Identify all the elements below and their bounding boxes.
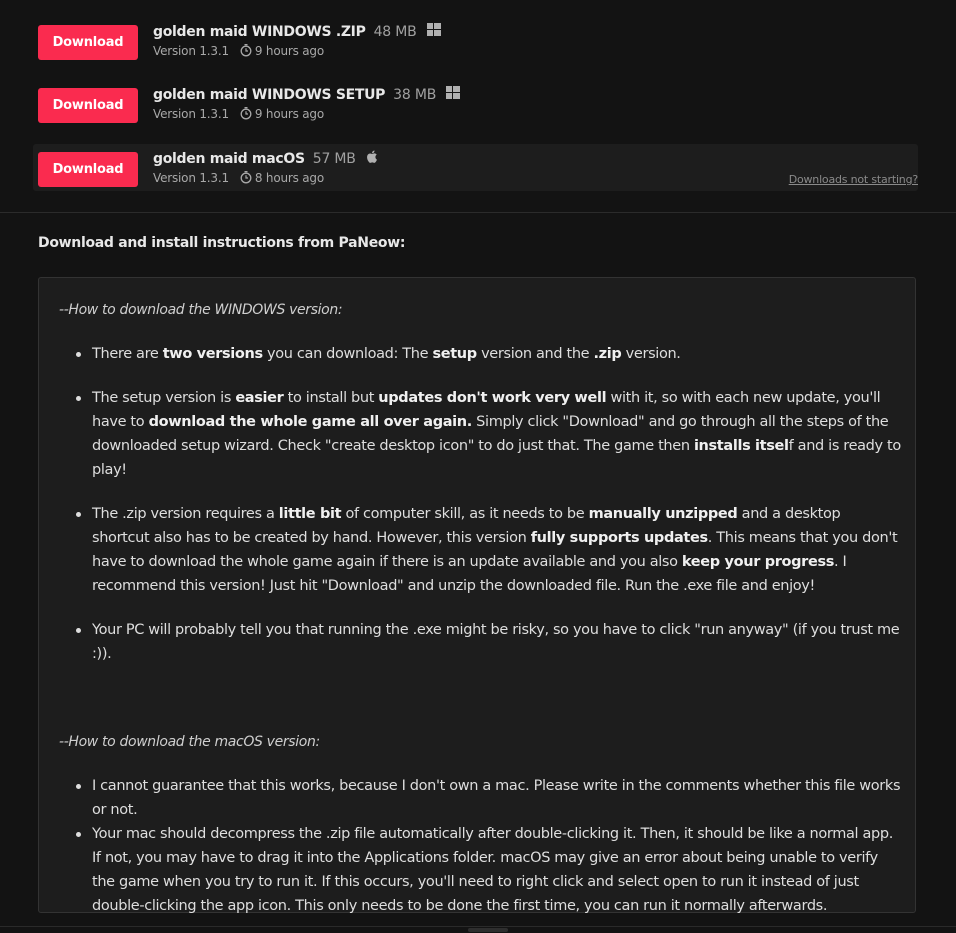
apple-icon (366, 148, 379, 170)
windows-icon (446, 84, 460, 106)
upload-date: 9 hours ago (254, 107, 324, 121)
upload-name: golden maid WINDOWS .ZIP (153, 24, 366, 40)
file-size: 38 MB (393, 87, 437, 103)
mac-list (59, 774, 901, 918)
download-button[interactable]: Download (38, 88, 138, 123)
list-item: The .zip version requires a little bit of computer skill, as it needs to be manually unzipped and a desktop shortcut also has to be created by hand. However, this version fully supports updates. This means that you don't have to download the whole game again if there is an update available and you also keep your progress. I recommend this version! Just hit "Download" and unzip the downloaded file. Run the .exe file and enjoy! (92, 502, 901, 598)
list-item: There are two versions you can download: The setup version and the .zip version. (92, 342, 901, 366)
download-button[interactable]: Download (38, 25, 138, 60)
upload-version: Version 1.3.1 (153, 171, 229, 185)
file-size: 48 MB (373, 24, 417, 40)
file-size: 57 MB (312, 151, 356, 167)
upload-date: 9 hours ago (254, 44, 324, 58)
uploads-list (0, 0, 956, 212)
upload-date: 8 hours ago (254, 171, 324, 185)
section-divider (0, 212, 956, 213)
list-item: I cannot guarantee that this works, because I don't own a mac. Please write in the comments whether this file works or not. (92, 774, 901, 822)
clock-icon (240, 107, 252, 125)
upload-version: Version 1.3.1 (153, 107, 229, 121)
upload-info (153, 147, 379, 187)
upload-row (33, 17, 918, 64)
upload-name: golden maid WINDOWS SETUP (153, 87, 386, 103)
downloads-not-starting-link[interactable]: Downloads not starting? (788, 173, 918, 186)
instructions-content (59, 298, 901, 918)
mac-heading: --How to download the macOS version: (59, 734, 320, 750)
instructions-title: Download and install instructions from PaNeow: (38, 235, 406, 251)
upload-info (153, 83, 460, 123)
list-item: The setup version is easier to install but updates don't work very well with it, so with each new update, you'll have to download the whole game all over again. Simply click "Download" and go through all the steps of the downloaded setup wizard. Check "create desktop icon" to do just that. The game then installs itself and is ready to play! (92, 386, 901, 482)
clock-icon (240, 171, 252, 189)
download-button[interactable]: Download (38, 152, 138, 187)
windows-list (59, 342, 901, 666)
scrollbar-thumb[interactable] (468, 928, 508, 932)
upload-row (33, 80, 918, 127)
upload-info (153, 20, 441, 60)
upload-name: golden maid macOS (153, 151, 305, 167)
windows-heading: --How to download the WINDOWS version: (59, 302, 343, 318)
upload-row (33, 144, 918, 191)
upload-version: Version 1.3.1 (153, 44, 229, 58)
clock-icon (240, 44, 252, 62)
list-item: Your mac should decompress the .zip file automatically after double-clicking it. Then, it should be like a normal app. If not, you may have to drag it into the Applications folder. macOS may give an error about being unable to verify the game when you try to run it. If this occurs, you'll need to right click and select open to run it instead of just double-clicking the app icon. This only needs to be done the first time, you can run it normally afterwards. (92, 822, 901, 918)
list-item: Your PC will probably tell you that running the .exe might be risky, so you have to click "run anyway" (if you trust me :)). (92, 618, 901, 666)
windows-icon (427, 21, 441, 43)
instructions-panel (38, 277, 916, 913)
